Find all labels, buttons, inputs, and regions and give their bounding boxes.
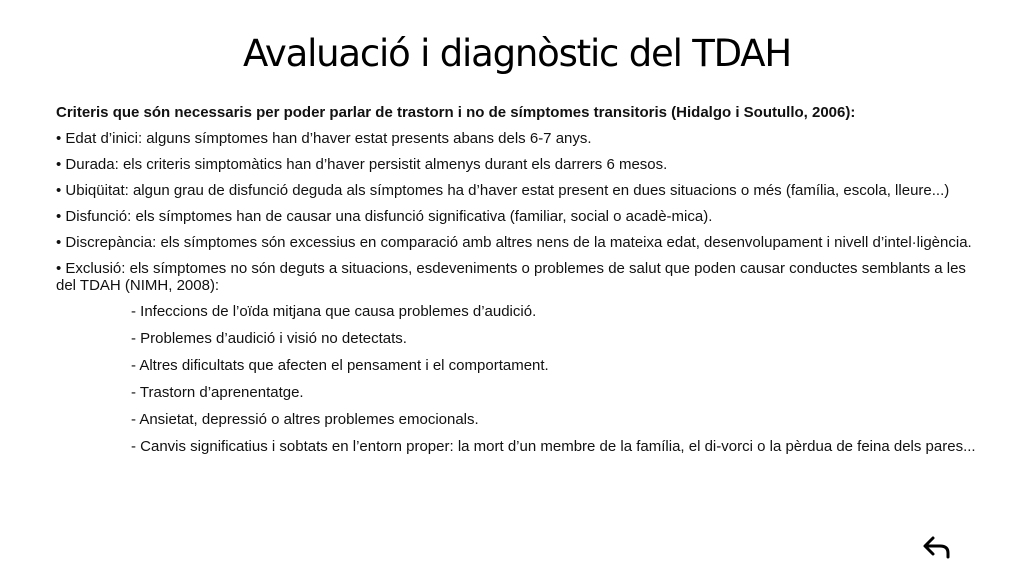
bullet-discrepancy: • Discrepància: els símptomes són excessius en comparació amb altres nens de la mateixa edat, desenvolupament i nivell d’intel·ligència. — [56, 234, 972, 251]
bullet-exclusion: • Exclusió: els símptomes no són deguts a situacions, esdeveniments o problemes de salut que poden causar conductes semblants a les del TDAH (NIMH, 2008): — [56, 260, 966, 294]
bullet-duration: • Durada: els criteris simptomàtics han d’haver persistit almenys durant els darrers 6 mesos. — [56, 156, 668, 173]
return-arrow-icon[interactable] — [922, 533, 952, 561]
bullet-dysfunction: • Disfunció: els símptomes han de causar una disfunció significativa (familiar, social o acadè-mica). — [56, 208, 713, 225]
slide-body — [56, 104, 976, 465]
bullet-ubiquity: • Ubiqüitat: algun grau de disfunció deguda als símptomes ha d’haver estat present en dues situacions o més (família, escola, lleure...) — [56, 182, 950, 199]
bullet-onset: • Edat d’inici: alguns símptomes han d’haver estat presents abans dels 6-7 anys. — [56, 130, 592, 147]
sub-item-ear-infections: - Infeccions de l’oïda mitjana que causa problemes d’audició. — [131, 303, 537, 320]
sub-item-other-difficulties: - Altres dificultats que afecten el pensament i el comportament. — [131, 357, 549, 374]
sub-item-hearing-vision: - Problemes d’audició i visió no detectats. — [131, 330, 407, 347]
sub-item-learning-disorder: - Trastorn d’aprenentatge. — [131, 384, 304, 401]
sub-item-anxiety: - Ansietat, depressió o altres problemes emocionals. — [131, 411, 479, 428]
slide-title: Avaluació i diagnòstic del TDAH — [242, 32, 792, 75]
sub-item-life-changes: - Canvis significatius i sobtats en l’entorn proper: la mort d’un membre de la família, el di-vorci o la pèrdua de feina dels pares... — [131, 438, 976, 455]
intro-text: Criteris que són necessaris per poder parlar de trastorn i no de símptomes transitoris (Hidalgo i Soutullo, 2006): — [56, 104, 856, 121]
